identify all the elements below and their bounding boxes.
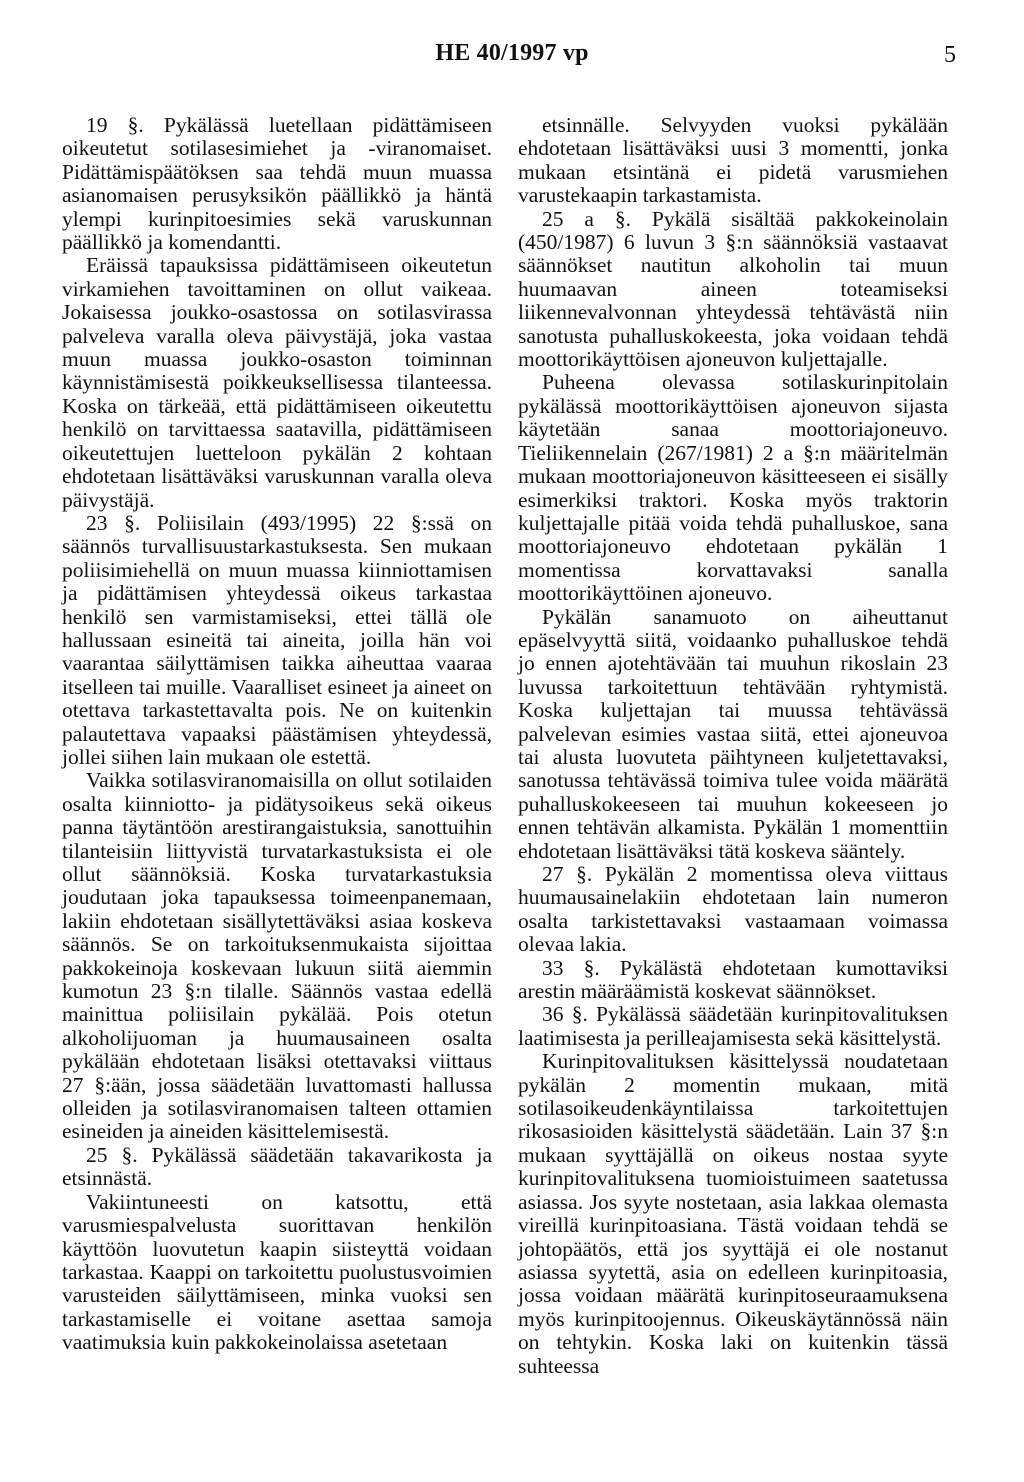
- paragraph: Kurinpitovalituksen käsittelyssä noudatetaan pykälän 2 momentin mukaan, mitä sotilasoikeudenkäyntilaissa tarkoitettujen rikosasioiden käsittelystä säädetään. Lain 37 §:n mukaan syyttäjällä on oikeus nostaa syyte kurinpitovalituksena tuomioistuimeen saatetussa asiassa. Jos syyte nostetaan, asia lakkaa olemasta vireillä kurinpitoasiana. Tästä voidaan tehdä se johtopäätös, että jos syyttäjä ei ole nostanut asiassa syytettä, asia on edelleen kurinpitoasia, jossa voidaan määrätä kurinpitoseuraamuksena myös kurinpitoojennus. Oikeuskäytännössä näin on tehtykin. Koska laki on kuitenkin tässä suhteessa: [518, 1049, 948, 1378]
- page-header-title: HE 40/1997 vp: [435, 40, 589, 66]
- page-number: 5: [944, 42, 956, 68]
- paragraph: Puheena olevassa sotilaskurinpitolain pykälässä moottorikäyttöisen ajoneuvon sijasta käytetään sanaa moottoriajoneuvo. Tieliikennelain (267/1981) 2 a §:n määritelmän mukaan moottoriajoneuvon käsitteeseen ei sisälly esimerkiksi traktori. Koska myös traktorin kuljettajalle pitää voida tehdä puhalluskoe, sana moottoriajoneuvo ehdotetaan pykälän 1 momentissa korvattavaksi sanalla moottorikäyttöinen ajoneuvo.: [518, 370, 948, 606]
- paragraph-33: 33 §. Pykälästä ehdotetaan kumottaviksi arestin määräämistä koskevat säännökset.: [518, 955, 948, 1004]
- paragraph: Eräissä tapauksissa pidättämiseen oikeutetun virkamiehen tavoittaminen on ollut vaikeaa. Jokaisessa joukko-osastossa on sotilasvirassa palveleva varalla oleva päivystäjä, joka vastaa muun muassa joukko-osaston toiminnan käynnistämisestä poikkeuksellisessa tilanteessa. Koska on tärkeää, että pidättämiseen oikeutettu henkilö on tarvittaessa saatavilla, pidättämiseen oikeutettujen luetteloon pykälän 2 kohtaan ehdotetaan lisättäväksi varuskunnan varalla oleva päivystäjä.: [62, 253, 492, 512]
- left-column: [62, 114, 492, 1355]
- right-column: [518, 114, 948, 1378]
- paragraph-25a: 25 a §. Pykälä sisältää pakkokeinolain (450/1987) 6 luvun 3 §:n säännöksiä vastaavat säännökset nautitun alkoholin tai muun huumaavan aineen toteamiseksi liikennevalvonnan yhteydessä tehtävästä niin sanotusta puhalluskokeesta, joka voidaan tehdä moottorikäyttöisen ajoneuvon kuljettajalle.: [518, 206, 948, 372]
- paragraph-continued: etsinnälle. Selvyyden vuoksi pykälään ehdotetaan lisättäväksi uusi 3 momentti, jonka mukaan etsintänä ei pidetä varusmiehen varustekaapin tarkastamista.: [518, 113, 948, 208]
- paragraph: Vakiintuneesti on katsottu, että varusmiespalvelusta suorittavan henkilön käyttöön luovutetun kaapin siisteyttä voidaan tarkastaa. Kaappi on tarkoitettu puolustusvoimien varusteiden säilyttämiseen, minka vuoksi sen tarkastamiselle ei voitane asettaa samoja vaatimuksia kuin pakkokeinolaissa asetetaan: [62, 1189, 492, 1355]
- paragraph-27: 27 §. Pykälän 2 momentissa oleva viittaus huumausainelakiin ehdotetaan lain numeron osalta tarkistettavaksi vastaamaan voimassa olevaa lakia.: [518, 862, 948, 957]
- paragraph-23: 23 §. Poliisilain (493/1995) 22 §:ssä on säännös turvallisuustarkastuksesta. Sen mukaan poliisimiehellä on muun muassa kiinniottamisen ja pidättämisen yhteydessä oikeus tarkastaa henkilö sen varmistamiseksi, ettei tällä ole hallussaan esineitä tai aineita, joilla hän voi vaarantaa säilyttämisen taikka aiheuttaa vaaraa itselleen tai muille. Vaaralliset esineet ja aineet on otettava tarkastettavalta pois. Ne on kuitenkin palautettava vapaaksi päästämisen yhteydessä, jollei siihen lain mukaan ole estettä.: [62, 510, 492, 769]
- paragraph-19: 19 §. Pykälässä luetellaan pidättämiseen oikeutetut sotilasesimiehet ja -viranomaiset. Pidättämispäätöksen saa tehdä muun muassa asianomaisen perusyksikön päällikkö ja häntä ylempi kurinpitoesimies sekä varuskunnan päällikkö ja komendantti.: [62, 113, 492, 255]
- paragraph: Vaikka sotilasviranomaisilla on ollut sotilaiden osalta kiinniotto- ja pidätysoikeus sekä oikeus panna täytäntöön arestirangaistuksia, sanottuihin tilanteisiin liittyvistä turvatarkastuksista ei ole ollut säännöksiä. Koska turvatarkastuksia joudutaan joka tapauksessa toimeenpanemaan, lakiin ehdotetaan sisällytettäväksi asiaa koskeva säännös. Se on tarkoituksenmukaista sijoittaa pakkokeinoja koskevaan lukuun siitä aiemmin kumotun 23 §:n tilalle. Säännös vastaa edellä mainittua poliisilain pykälää. Pois otetun alkoholijuoman ja huumausaineen osalta pykälään ehdotetaan lisäksi otettavaksi viittaus 27 §:ään, jossa säädetään luvattomasti hallussa olleiden ja sotilasviranomaisen talteen ottamien esineiden ja aineiden käsittelemisestä.: [62, 768, 492, 1144]
- paragraph-36: 36 §. Pykälässä säädetään kurinpitovalituksen laatimisesta ja perilleajamisesta sekä käsittelystä.: [518, 1002, 948, 1050]
- paragraph-25: 25 §. Pykälässä säädetään takavarikosta ja etsinnästä.: [62, 1142, 492, 1191]
- paragraph: Pykälän sanamuoto on aiheuttanut epäselvyyttä siitä, voidaanko puhalluskoe tehdä jo ennen ajotehtävään tai muuhun rikoslain 23 luvussa tarkoitettuun tehtävään ryhtymistä. Koska kuljettajan tai muussa tehtävässä palvelevan esimies vastaa siitä, ettei ajoneuvoa tai alusta luovuteta päihtyneen kuljetettavaksi, sanotussa tehtävässä toimiva tulee voida määrätä puhalluskokeeseen tai muuhun kokeeseen jo ennen tehtävän alkamista. Pykälän 1 momenttiin ehdotetaan lisättäväksi tätä koskeva sääntely.: [518, 604, 948, 863]
